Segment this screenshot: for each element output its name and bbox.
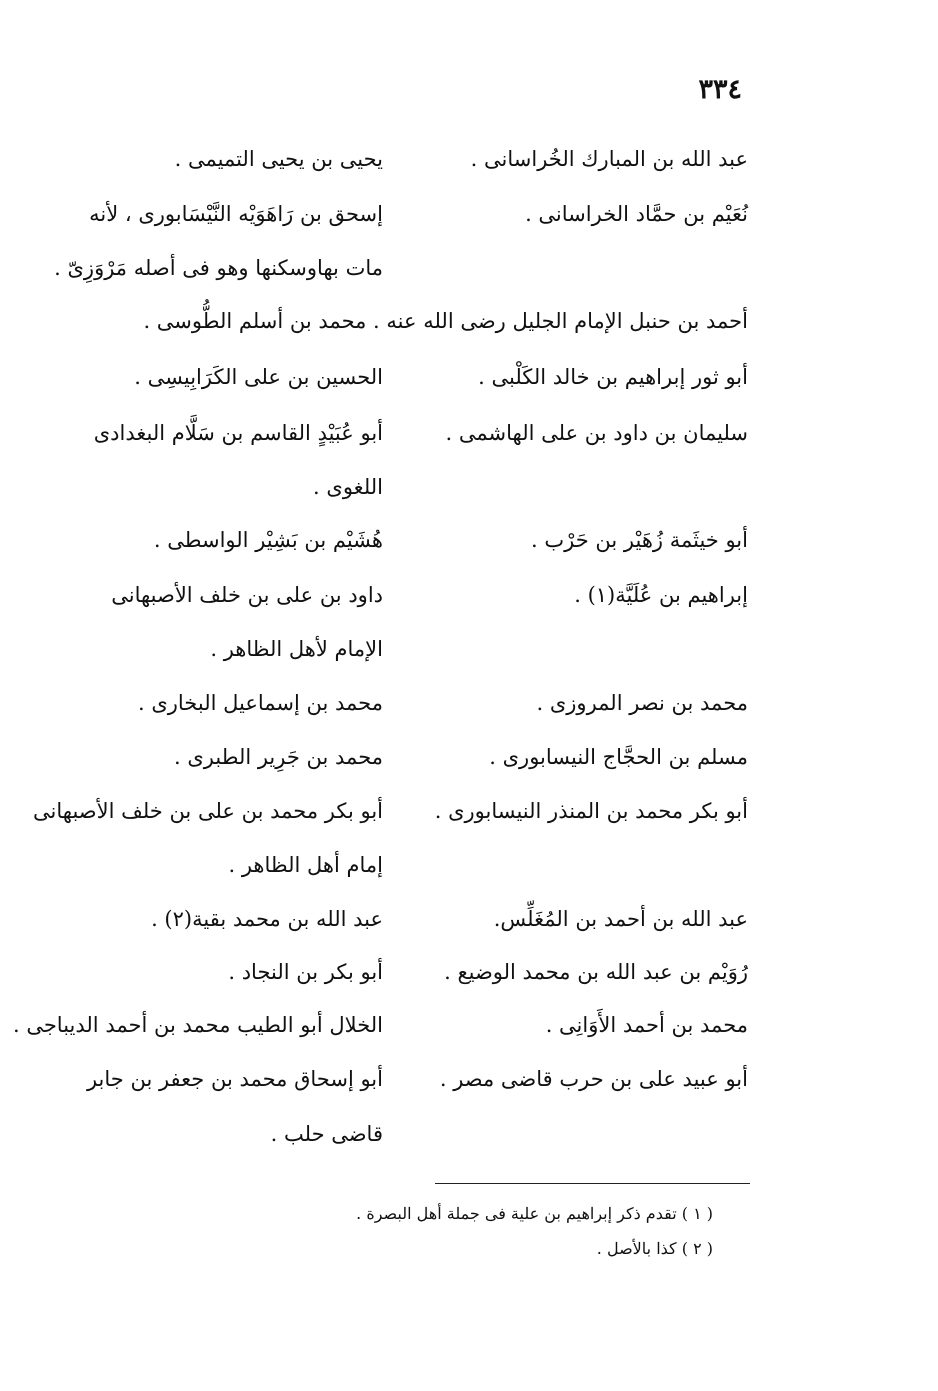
- entry-right: رُوَيْم بن عبد الله بن محمد الوضيع .: [444, 960, 748, 984]
- entry-right: مسلم بن الحجَّاج النيسابورى .: [489, 745, 748, 769]
- entry-left: محمد بن جَرِير الطبرى .: [174, 745, 383, 769]
- page-number: ٣٣٤: [698, 74, 742, 105]
- entry-right: أبو خيثَمة زُهَيْر بن حَرْب .: [531, 528, 748, 552]
- entry-left-continuation: الإمام لأهل الظاهر .: [210, 637, 383, 661]
- entry-left-continuation: إمام أهل الظاهر .: [228, 853, 383, 877]
- entry-right: أبو عبيد على بن حرب قاضى مصر .: [439, 1067, 748, 1091]
- entry-left: محمد بن إسماعيل البخارى .: [137, 691, 383, 715]
- entry-right: عبد الله بن أحمد بن المُغَلِّس.: [493, 907, 748, 931]
- entry-right: نُعَيْم بن حمَّاد الخراسانى .: [525, 202, 748, 226]
- entry-left: عبد الله بن محمد بقية(٢) .: [151, 907, 383, 931]
- entry-left: أبو بكر محمد بن على بن خلف الأصبهانى: [33, 799, 383, 823]
- entry-left: أبو إسحاق محمد بن جعفر بن جابر: [86, 1067, 383, 1091]
- entry-left: الحسين بن على الكَرَابِيسِى .: [134, 365, 383, 389]
- entry-left-continuation: اللغوى .: [313, 475, 383, 499]
- entry-right: محمد بن نصر المروزى .: [536, 691, 748, 715]
- entry-right: عبد الله بن المبارك الخُراسانى .: [470, 147, 748, 171]
- entry-right: أبو بكر محمد بن المنذر النيسابورى .: [434, 799, 748, 823]
- entry-left: يحيى بن يحيى التميمى .: [174, 147, 383, 171]
- entry-left: داود بن على بن خلف الأصبهانى: [111, 583, 383, 607]
- entry-left-continuation: قاضى حلب .: [270, 1122, 383, 1146]
- entry-left: هُشَيْم بن بَشِيْر الواسطى .: [153, 528, 383, 552]
- footnote: ( ١ ) تقدم ذكر إبراهيم بن علية فى جملة أهل البصرة .: [356, 1204, 713, 1223]
- entry-left: أبو عُبَيْدٍ القاسم بن سَلَّام البغدادى: [93, 421, 383, 445]
- entry-right: أبو ثور إبراهيم بن خالد الكَلْبى .: [478, 365, 748, 389]
- entry-left: الخلال أبو الطيب محمد بن أحمد الديباجى .: [12, 1013, 383, 1037]
- entry-left-continuation: مات بهاوسكنها وهو فى أصله مَرْوَزِىّ .: [54, 256, 383, 280]
- footnote: ( ٢ ) كذا بالأصل .: [596, 1239, 713, 1258]
- entry-right: سليمان بن داود بن على الهاشمى .: [445, 421, 748, 445]
- entry-right: إبراهيم بن عُلَيَّة(١) .: [574, 583, 748, 607]
- entry-wide: أحمد بن حنبل الإمام الجليل رضى الله عنه . محمد بن أسلم الطُّوسى .: [143, 309, 748, 333]
- entry-left: أبو بكر بن النجاد .: [228, 960, 383, 984]
- footnote-separator: [435, 1183, 750, 1184]
- entry-left: إسحق بن رَاهَوَيْه النَّيْسَابورى ، لأنه: [89, 202, 383, 226]
- entry-right: محمد بن أحمد الأَوَانِى .: [545, 1013, 748, 1037]
